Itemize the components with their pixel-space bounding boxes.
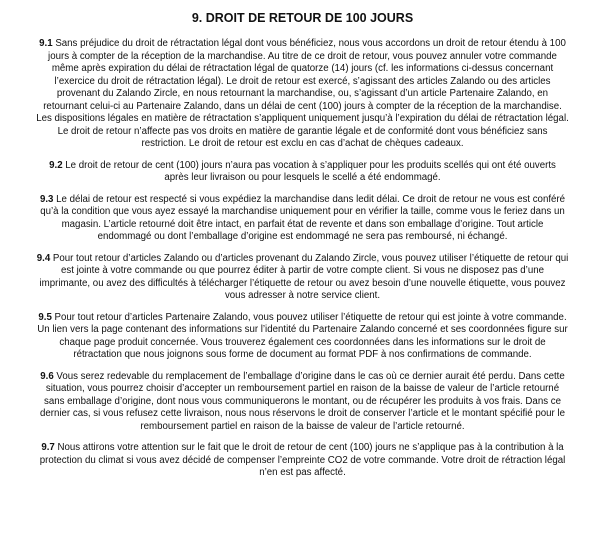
section-text: Sans préjudice du droit de rétractation légal dont vous bénéficiez, nous vous accordons un droit de retour étendu à 100 jours à compter de la réception de la marchandise. Au titre de ce droit de retour, vous pouvez annuler votre commande même après expiration du délai de rétractation légal de quatorze (14) jours (cf. les informations ci-dessus concernant l’exercice du droit de rétractation légal). Le droit de retour est exercé, s’agissant des articles Zalando ou des articles provenant du Zalando Zircle, en nous retournant la marchandise, ou, s’agissant d’un article Partenaire Zalando, en retournant celui-ci au Partenaire Zalando, dans un délai de cent (100) jours à compter de la réception de la marchandise. Les dispositions légales en matière de rétractation s’appliquent uniquement jusqu’à l’expiration du délai de rétractation légal. Le droit de retour n’affecte pas vos droits en matière de garantie légale et de conformité dont vous bénéficiez sans restriction. Le droit de retour est exclu en cas d’achat de chèques cadeaux.	[36, 38, 569, 149]
section-text: Pour tout retour d’articles Partenaire Zalando, vous pouvez utiliser l’étiquette de retour qui est jointe à votre commande. Un lien vers la page contenant des informations sur l’identité du Partenaire Zalando concerné et ses coordonnées figure sur chaque page produit concernée. Vous trouverez également ces coordonnées dans les informations sur le droit de rétractation que nous joignons sous forme de document au format PDF à nos confirmations de commande.	[37, 311, 568, 360]
section-9-2	[36, 160, 569, 185]
section-number: 9.3	[39, 193, 54, 205]
section-9-6	[36, 371, 569, 434]
section-number: 9.6	[40, 370, 54, 382]
section-text: Nous attirons votre attention sur le fait que le droit de retour de cent (100) jours ne s’applique pas à la contribution à la protection du climat si vous avez décidé de compenser l’empreinte CO2 de votre commande. Votre droit de rétraction légal n’en est pas affecté.	[39, 442, 566, 478]
section-number: 9.7	[41, 442, 55, 453]
section-text: Le droit de retour de cent (100) jours n’aura pas vocation à s’appliquer pour les produits scellés qui ont été ouverts après leur livraison ou pour lesquels le scellé a été endommagé.	[65, 159, 556, 183]
page-title: 9. DROIT DE RETOUR DE 100 JOURS	[191, 11, 414, 25]
section-9-5	[36, 312, 569, 362]
section-9-1	[36, 38, 569, 151]
section-text: Le délai de retour est respecté si vous expédiez la marchandise dans ledit délai. Ce droit de retour ne vous est conféré qu’à la condition que vous ayez essayé la marchandise uniquement pour en vérifier la taille, comme vous le feriez dans un magasin. L’article retourné doit être intact, en parfait état de revente et dans son emballage d’origine. Tout article endommagé ou dont l’emballage d’origine est endommagé ne sera pas remboursé, ni échangé.	[40, 193, 566, 242]
section-text: Pour tout retour d’articles Zalando ou d’articles provenant du Zalando Zircle, vous pouvez utiliser l’étiquette de retour qui est jointe à votre commande ou que pourrez éditer à partir de votre compte client. Si vous ne disposez pas d’une imprimante, ou avez des difficultés à télécharger l’étiquette de retour ou avez besoin d’une nouvelle étiquette, vous pouvez vous adresser à notre service client.	[39, 252, 569, 301]
section-9-3	[36, 194, 569, 244]
section-number: 9.2	[49, 159, 63, 171]
section-9-7	[36, 442, 569, 480]
section-number: 9.4	[36, 252, 51, 264]
section-9-4	[36, 253, 569, 303]
section-text: Vous serez redevable du remplacement de l’emballage d’origine dans le cas où ce dernier aurait été perdu. Dans cette situation, vous pourrez choisir d’accepter un remboursement partiel en raison de la baisse de valeur de l’article retourné sans emballage d’origine, dont nous vous communiquerons le montant, ou de récupérer les produits à vos frais. Dans ce dernier cas, si vous refusez cette livraison, nous nous réservons le droit de conserver l’article et le montant spécifié pour le remboursement partiel en raison de la baisse de valeur de l’article retourné.	[40, 370, 565, 432]
section-number: 9.5	[38, 311, 52, 323]
section-number: 9.1	[39, 38, 53, 49]
